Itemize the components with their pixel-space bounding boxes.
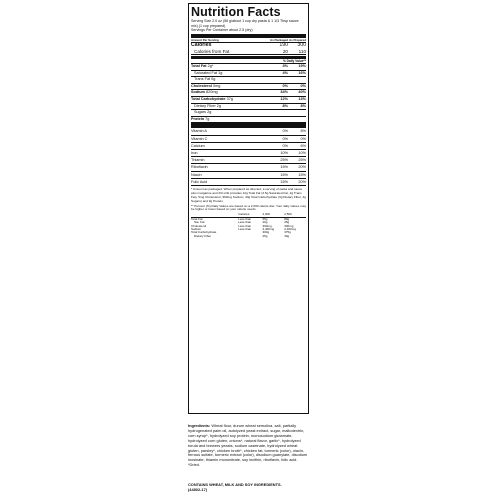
dv-table-cell: Total Fat	[191, 216, 203, 221]
dv-table-cell: 2,400mg	[262, 227, 275, 232]
calories-packaged: 190	[279, 42, 288, 49]
dv-table-cell: Total Carbohydrate	[191, 230, 217, 235]
vitamin-name: Niacin	[191, 172, 202, 177]
dv-table-cell: Calories:	[238, 212, 251, 217]
ingredients	[188, 424, 309, 468]
daily-value-table	[191, 213, 306, 238]
vitamin-dv-packaged: 15%	[280, 165, 288, 170]
col-packaged-header: As Packaged	[270, 37, 288, 42]
vitamin-row	[191, 172, 306, 179]
nutrient-dv-packaged: 0%	[282, 83, 288, 88]
vitamin-dv-prepared: 6%	[300, 143, 306, 148]
vitamin-name: Iron	[191, 150, 198, 155]
nutrient-name	[191, 117, 270, 123]
nutrient-amount: 7g	[205, 116, 210, 121]
dv-table-cell: 300mg	[284, 223, 294, 228]
vitamin-dv-packaged: 0%	[282, 136, 288, 141]
dv-table-cell: 65g	[262, 216, 268, 221]
vitamin-dv-prepared: 20%	[298, 165, 306, 170]
nutrient-amount: 820mg	[205, 90, 218, 95]
vitamin-row	[191, 157, 306, 164]
vitamin-name: Folic Acid	[191, 179, 208, 184]
amount-per-serving: Amount Per Serving	[191, 38, 219, 42]
vitamin-name: Riboflavin	[191, 165, 208, 170]
nutrient-row	[191, 64, 306, 71]
vitamin-dv-prepared: 25%	[298, 158, 306, 163]
vitamin-row	[191, 128, 306, 135]
ingredients-text: Wheat flour, durum wheat semolina, salt, partially hydrogenated palm oil, autolyzed yeast extract, sugar, maltodextrin, corn syrup*, hydrolyzed soy protein, monosodium glutamate, hydrolyzed corn gluten, onions*, natural flavor, garlic*, hydrolyzed torula and brewers yeasts, sodium caseinate, hydrolyzed wheat gluten, parsley*, chicken broth*, chicken fat, turmeric (color), niacin, ferrous sulfate, turmeric extract (color), disodium guanylate, disodium inosinate, thiamin mononitrate, soy lecithin, riboflavin, folic acid.	[188, 423, 308, 463]
nutrient-row	[191, 84, 306, 91]
nutrient-label: Sodium	[191, 90, 205, 95]
nutrient-row	[191, 71, 306, 78]
dv-table-cell: 25g	[284, 220, 290, 225]
nutrient-dv-packaged: 3%	[282, 63, 288, 68]
dv-table-cell: 2,400mg	[284, 227, 296, 232]
vitamin-dv-prepared: 0%	[300, 136, 306, 141]
nutrient-name	[191, 77, 270, 83]
nutrient-dv-packaged: 34%	[280, 90, 288, 95]
nutrient-name	[191, 110, 270, 116]
nutrient-dv-prepared: 8%	[300, 103, 306, 108]
allergen-statement	[188, 483, 309, 493]
dv-table-cell: 375g	[284, 230, 291, 235]
dv-table-cell: 30g	[284, 233, 290, 238]
dv-table-cell: Sodium	[191, 227, 202, 232]
vitamin-dv-prepared: 20%	[298, 179, 306, 184]
vitamin-name: Vitamin A	[191, 129, 207, 134]
nutrient-row	[191, 104, 306, 111]
vitamin-dv-packaged: 0%	[282, 143, 288, 148]
nutrient-amount: 2g	[216, 103, 222, 108]
dv-table-cell: Cholesterol	[191, 223, 207, 228]
nutrient-label: Cholesterol	[191, 83, 212, 88]
calories-fat-label: Calories from Fat	[194, 48, 230, 54]
vitamin-row	[191, 136, 306, 143]
vitamin-dv-packaged: 15%	[280, 172, 288, 177]
nutrient-dv-prepared: 13%	[298, 96, 306, 101]
vitamin-row	[191, 179, 306, 186]
vitamin-row	[191, 150, 306, 157]
nutrient-amount: 1g	[218, 70, 223, 75]
dv-table-row	[191, 235, 306, 238]
nutrient-name	[191, 64, 270, 70]
dv-table-cell: 2,500	[284, 212, 292, 217]
col-prepared-header: As Prepared	[288, 37, 306, 42]
calories-prepared: 300	[297, 42, 306, 49]
nutrient-dv-prepared: 40%	[298, 90, 306, 95]
footnote-daily-values: ** Percent (%) Daily Values are based on a 2,000 calorie diet. Your daily values may be higher or lower based on your calorie needs.	[191, 203, 306, 212]
nutrient-label: Sugars	[194, 110, 207, 115]
vitamin-list	[191, 128, 306, 186]
ingredients-label: Ingredients:	[188, 423, 211, 428]
nutrient-name	[191, 97, 270, 103]
nutrient-amount: 2g	[207, 110, 212, 115]
nutrient-label: Protein	[191, 116, 205, 121]
nutrient-row	[191, 77, 306, 84]
dried-note: *Dried.	[188, 462, 200, 468]
dv-table-cell: 300g	[262, 230, 270, 235]
dv-table-cell: 2,000	[262, 212, 270, 217]
dv-table-cell: 80g	[284, 216, 290, 221]
dv-table-cell: 25g	[262, 233, 268, 238]
nutrient-amount: 0mg	[212, 83, 221, 88]
daily-value-label: % Daily Value**	[282, 58, 306, 63]
dv-table-cell: Sat. Fat	[194, 220, 205, 225]
dv-table-cell: Less than	[238, 220, 252, 225]
nutrient-label: Dietary Fiber	[194, 103, 216, 108]
dv-table-cell: Less than	[238, 227, 252, 232]
nutrient-name	[191, 84, 270, 90]
nutrition-facts-panel	[188, 3, 309, 414]
nutrition-label	[188, 0, 309, 500]
vitamin-dv-packaged: 0%	[282, 129, 288, 134]
vitamin-dv-packaged: 10%	[280, 150, 288, 155]
dv-table-cell: Dietary Fiber	[194, 233, 212, 238]
nutrient-dv-packaged: 4%	[282, 70, 288, 75]
contains-text: CONTAINS WHEAT, MILK AND SOY INGREDIENTS.	[188, 482, 282, 487]
vitamin-name: Vitamin C	[191, 136, 208, 141]
nutrient-amount: 37g	[226, 96, 233, 101]
nutrient-row	[191, 97, 306, 104]
calories-fat-packaged: 20	[282, 48, 288, 54]
nutrient-list	[191, 64, 306, 123]
dv-table-cell: 300mg	[262, 223, 272, 228]
vitamin-dv-packaged: 15%	[280, 179, 288, 184]
servings-per-container: Servings Per Container about 2.5 (dry)	[191, 28, 253, 33]
vitamin-dv-prepared: 8%	[300, 129, 306, 134]
footnote-packaged: * Amount as packaged. When prepared as directed, a serving of pasta and sauce plus margarine and 2% milk provides 12g Total Fat (3.5g Saturated Fat, 2g Trans Fat), 5mg Cholesterol, 960mg Sodium, 40g Total Carbohydrate (3g Dietary Fiber, 4g Sugars) and 9g Protein.	[191, 186, 306, 203]
vitamin-dv-prepared: 15%	[298, 172, 306, 177]
nutrient-name	[191, 71, 270, 77]
vitamin-name: Thiamin	[191, 158, 205, 163]
nutrient-label: Trans Fat	[194, 77, 211, 82]
calories-label: Calories	[191, 42, 212, 49]
dv-table-cell: Less than	[238, 223, 252, 228]
nutrient-row	[191, 117, 306, 124]
nutrient-label: Total Carbohydrate	[191, 96, 226, 101]
calories-fat-row	[191, 49, 306, 56]
dv-table-cell: Less than	[238, 216, 252, 221]
nutrient-label: Saturated Fat	[194, 70, 218, 75]
nutrient-dv-packaged: 8%	[282, 103, 288, 108]
nutrient-name	[191, 90, 270, 96]
dv-table-cell: 20g	[262, 220, 268, 225]
nutrient-dv-prepared: 16%	[298, 70, 306, 75]
nutrient-amount: 2g*	[207, 63, 214, 68]
nutrient-row	[191, 110, 306, 117]
nutrient-dv-packaged: 12%	[280, 96, 288, 101]
vitamin-row	[191, 164, 306, 171]
vitamin-dv-prepared: 10%	[298, 150, 306, 155]
nutrient-name	[191, 104, 270, 110]
nutrient-dv-prepared: 0%	[300, 83, 306, 88]
calories-fat-prepared: 110	[298, 48, 306, 54]
panel-title: Nutrition Facts	[191, 5, 281, 19]
product-code: (44802-17)	[188, 486, 208, 492]
nutrient-dv-prepared: 19%	[298, 63, 306, 68]
vitamin-dv-packaged: 25%	[280, 158, 288, 163]
vitamin-name: Calcium	[191, 143, 205, 148]
vitamin-row	[191, 143, 306, 150]
serving-size: Serving Size 2.0 oz (56 g/about 1 cup dry pasta & 1 1/3 Tbsp sauce mix) (1 cup prepared)	[191, 19, 299, 28]
dv-table-cell	[238, 235, 262, 238]
nutrient-amount: 0g	[211, 77, 216, 82]
nutrient-row	[191, 90, 306, 97]
nutrient-label: Total Fat	[191, 63, 207, 68]
